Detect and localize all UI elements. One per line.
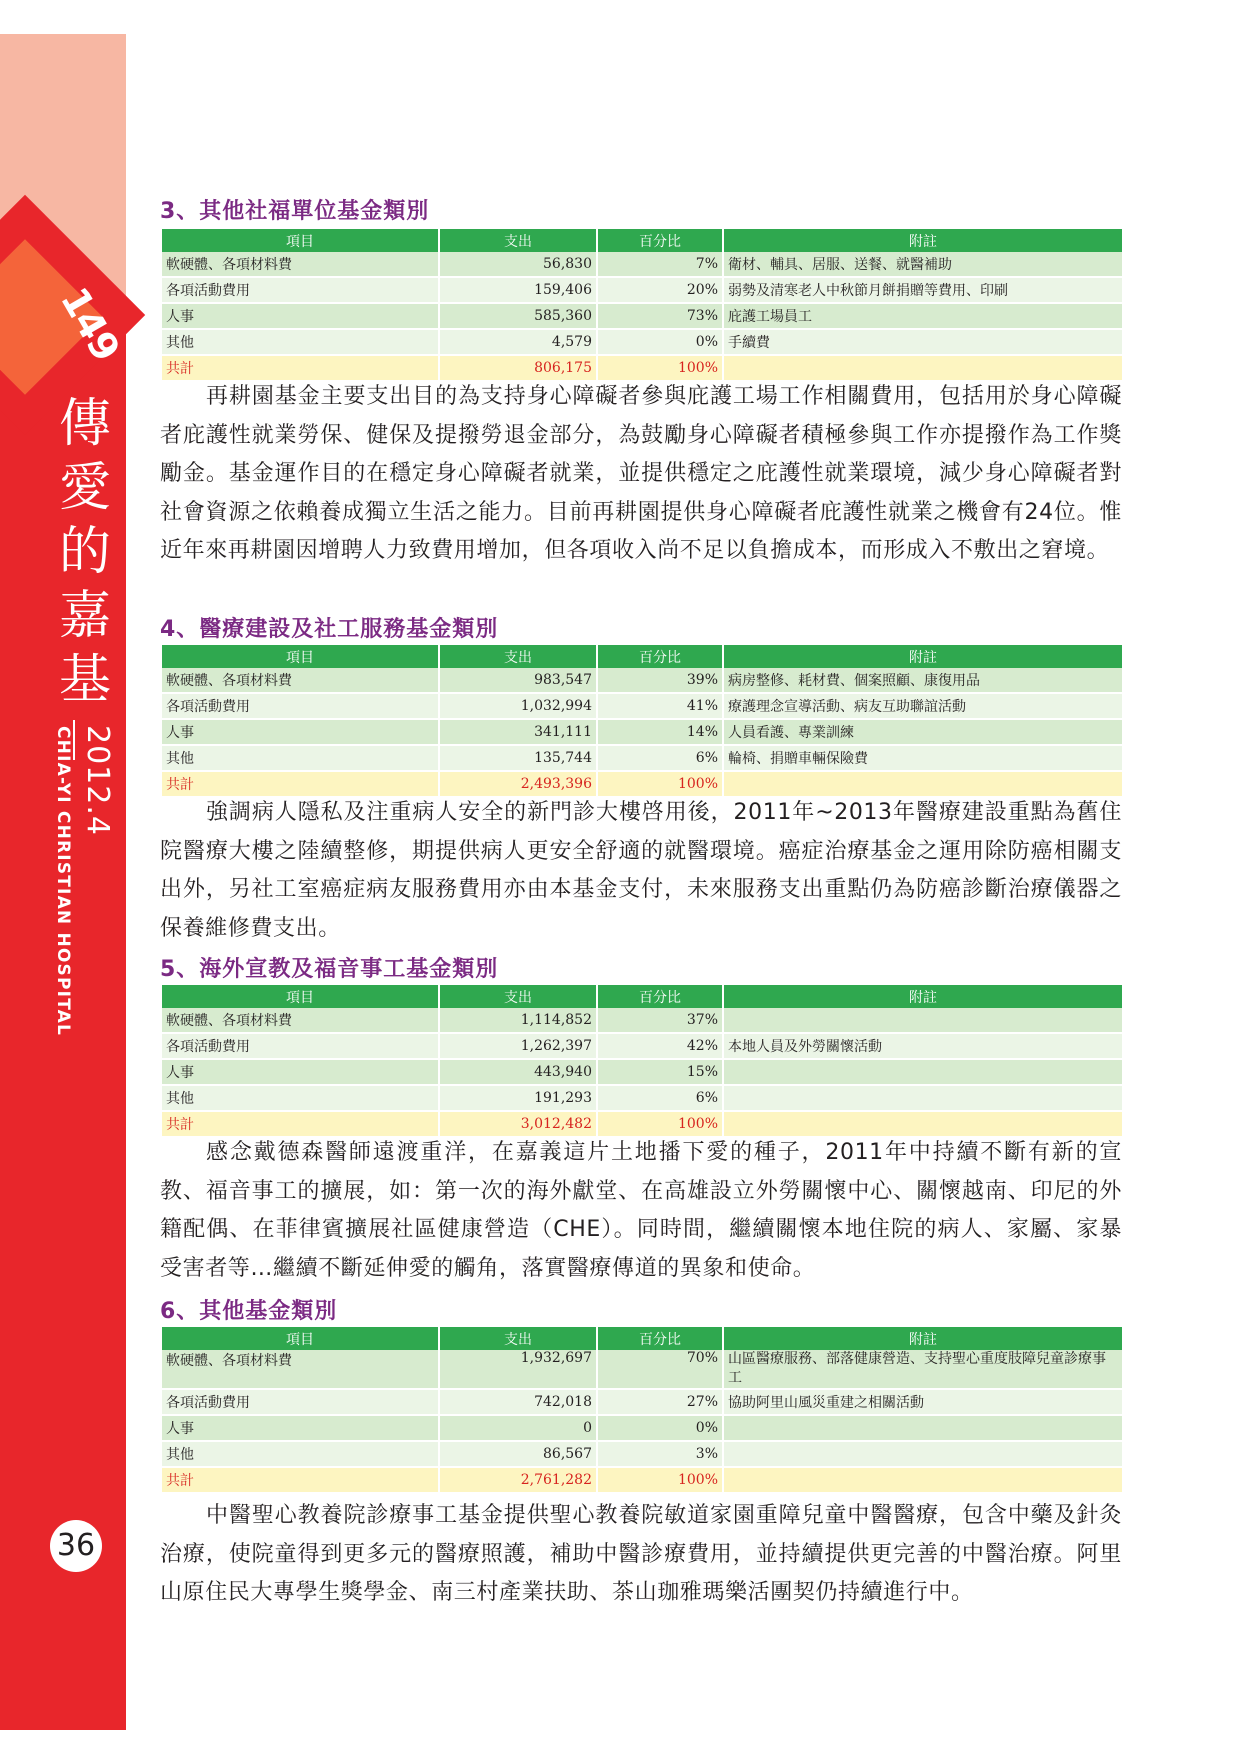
cell-item: 人事 (162, 304, 438, 330)
cell-note: 庇護工場員工 (724, 304, 1122, 330)
column-header: 百分比 (598, 985, 722, 1008)
cell-item: 其他 (162, 330, 438, 356)
sidebar-divider (73, 720, 75, 760)
cell-amount: 135,744 (440, 746, 596, 772)
section-paragraph: 再耕園基金主要支出目的為支持身心障礙者參與庇護工場工作相關費用，包括用於身心障礙者庇護性就業勞保、健保及提撥勞退金部分，為鼓勵身心障礙者積極參與工作亦提撥作為工作獎勵金。基金運作目的在穩定身心障礙者就業，並提供穩定之庇護性就業環境，減少身心障礙者對社會資源之依賴養成獨立生活之能力。目前再耕園提供身心障礙者庇護性就業之機會有24位。惟近年來再耕園因增聘人力致費用增加，但各項收入尚不足以負擔成本，而形成入不敷出之窘境。 (160, 384, 1122, 563)
cell-amount: 2,493,396 (440, 772, 596, 798)
cell-percent: 6% (598, 1086, 722, 1112)
column-header: 百分比 (598, 1327, 722, 1350)
cell-item: 共計 (162, 1112, 438, 1138)
cell-percent: 27% (598, 1390, 722, 1416)
brand-title (52, 392, 118, 712)
cell-percent: 39% (598, 668, 722, 694)
cell-amount: 585,360 (440, 304, 596, 330)
cell-amount: 341,111 (440, 720, 596, 746)
cell-note: 衛材、輔具、居服、送餐、就醫補助 (724, 252, 1122, 278)
fund-table (160, 229, 1124, 382)
cell-amount: 1,262,397 (440, 1034, 596, 1060)
cell-item: 共計 (162, 1468, 438, 1494)
table-row (162, 1350, 1122, 1390)
brand-char: 傳 (58, 394, 111, 454)
cell-item: 共計 (162, 356, 438, 382)
column-header: 項目 (162, 985, 438, 1008)
cell-note: 本地人員及外勞關懷活動 (724, 1034, 1122, 1060)
cell-percent: 100% (598, 1112, 722, 1138)
cell-percent: 70% (598, 1350, 722, 1390)
cell-percent: 3% (598, 1442, 722, 1468)
cell-item: 軟硬體、各項材料費 (162, 1350, 438, 1390)
cell-amount: 1,114,852 (440, 1008, 596, 1034)
cell-amount: 86,567 (440, 1442, 596, 1468)
cell-note: 輪椅、捐贈車輛保險費 (724, 746, 1122, 772)
brand-char: 的 (58, 522, 111, 582)
cell-note: 協助阿里山風災重建之相關活動 (724, 1390, 1122, 1416)
table-header (162, 229, 1122, 252)
brand-char: 愛 (58, 458, 111, 518)
cell-percent: 100% (598, 1468, 722, 1494)
brand-char: 基 (58, 650, 111, 710)
cell-percent: 0% (598, 1416, 722, 1442)
cell-percent: 37% (598, 1008, 722, 1034)
cell-amount: 806,175 (440, 356, 596, 382)
column-header: 附註 (724, 645, 1122, 668)
column-header: 附註 (724, 985, 1122, 1008)
table-row (162, 1390, 1122, 1416)
section-heading: 3、其他社福單位基金類別 (160, 199, 430, 224)
cell-amount: 443,940 (440, 1060, 596, 1086)
cell-note: 病房整修、耗材費、個案照顧、康復用品 (724, 668, 1122, 694)
cell-amount: 191,293 (440, 1086, 596, 1112)
column-header: 項目 (162, 229, 438, 252)
page-number: 36 (50, 1520, 102, 1572)
cell-amount: 56,830 (440, 252, 596, 278)
cell-percent: 0% (598, 330, 722, 356)
table-row (162, 746, 1122, 772)
cell-note (724, 1060, 1122, 1086)
cell-item: 人事 (162, 1060, 438, 1086)
table-row (162, 330, 1122, 356)
cell-percent: 42% (598, 1034, 722, 1060)
table-row (162, 304, 1122, 330)
cell-amount: 1,932,697 (440, 1350, 596, 1390)
section-paragraph: 感念戴德森醫師遠渡重洋，在嘉義這片土地播下愛的種子，2011年中持續不斷有新的宣教、福音事工的擴展，如：第一次的海外獻堂、在高雄設立外勞關懷中心、關懷越南、印尼的外籍配偶、在菲律賓擴展社區健康營造（CHE）。同時間，繼續關懷本地住院的病人、家屬、家暴受害者等…繼續不斷延伸愛的觸角，落實醫療傳道的異象和使命。 (160, 1140, 1122, 1281)
table-header (162, 985, 1122, 1008)
cell-amount: 4,579 (440, 330, 596, 356)
cell-amount: 159,406 (440, 278, 596, 304)
cell-amount: 983,547 (440, 668, 596, 694)
column-header: 百分比 (598, 645, 722, 668)
cell-note (724, 1086, 1122, 1112)
column-header: 項目 (162, 645, 438, 668)
hospital-name: CHIA-YI CHRISTIAN HOSPITAL (53, 726, 73, 1037)
cell-amount: 1,032,994 (440, 694, 596, 720)
cell-note: 人員看護、專業訓練 (724, 720, 1122, 746)
cell-percent: 41% (598, 694, 722, 720)
cell-item: 各項活動費用 (162, 1034, 438, 1060)
cell-item: 軟硬體、各項材料費 (162, 252, 438, 278)
cell-item: 各項活動費用 (162, 1390, 438, 1416)
column-header: 附註 (724, 229, 1122, 252)
fund-table (160, 1327, 1124, 1494)
cell-item: 軟硬體、各項材料費 (162, 668, 438, 694)
section-heading: 6、其他基金類別 (160, 1299, 338, 1324)
column-header: 支出 (440, 229, 596, 252)
cell-percent: 73% (598, 304, 722, 330)
cell-item: 其他 (162, 746, 438, 772)
cell-note: 弱勢及清寒老人中秋節月餅捐贈等費用、印刷 (724, 278, 1122, 304)
cell-percent: 100% (598, 772, 722, 798)
column-header: 附註 (724, 1327, 1122, 1350)
cell-amount: 742,018 (440, 1390, 596, 1416)
cell-item: 各項活動費用 (162, 694, 438, 720)
section-paragraph: 中醫聖心教養院診療事工基金提供聖心教養院敏道家園重障兒童中醫醫療，包含中藥及針灸治療，使院童得到更多元的醫療照護，補助中醫診療費用，並持續提供更完善的中醫治療。阿里山原住民大專學生獎學金、南三村產業扶助、茶山珈雅瑪樂活團契仍持續進行中。 (160, 1503, 1122, 1605)
issue-number: 149 (52, 279, 129, 369)
table-row (162, 1086, 1122, 1112)
cell-item: 其他 (162, 1442, 438, 1468)
cell-percent: 20% (598, 278, 722, 304)
cell-percent: 6% (598, 746, 722, 772)
sidebar (0, 0, 129, 1755)
table-row (162, 252, 1122, 278)
table-header (162, 645, 1122, 668)
fund-table (160, 985, 1124, 1138)
section-heading: 4、醫療建設及社工服務基金類別 (160, 617, 499, 642)
cell-percent: 15% (598, 1060, 722, 1086)
issue-date: 2012.4 (80, 725, 115, 836)
table-row (162, 1034, 1122, 1060)
table-row (162, 720, 1122, 746)
column-header: 支出 (440, 645, 596, 668)
cell-percent: 100% (598, 356, 722, 382)
cell-note: 手續費 (724, 330, 1122, 356)
column-header: 支出 (440, 985, 596, 1008)
column-header: 百分比 (598, 229, 722, 252)
cell-percent: 7% (598, 252, 722, 278)
table-row (162, 668, 1122, 694)
cell-note (724, 1442, 1122, 1468)
cell-item: 軟硬體、各項材料費 (162, 1008, 438, 1034)
table-header (162, 1327, 1122, 1350)
table-row (162, 694, 1122, 720)
table-row (162, 1060, 1122, 1086)
cell-item: 人事 (162, 720, 438, 746)
column-header: 項目 (162, 1327, 438, 1350)
cell-amount: 0 (440, 1416, 596, 1442)
cell-note (724, 1008, 1122, 1034)
section-paragraph: 強調病人隱私及注重病人安全的新門診大樓啓用後，2011年~2013年醫療建設重點為舊住院醫療大樓之陸續整修，期提供病人更安全舒適的就醫環境。癌症治療基金之運用除防癌相關支出外，另社工室癌症病友服務費用亦由本基金支付，未來服務支出重點仍為防癌診斷治療儀器之保養維修費支出。 (160, 800, 1122, 941)
cell-amount: 2,761,282 (440, 1468, 596, 1494)
column-header: 支出 (440, 1327, 596, 1350)
table-row (162, 1442, 1122, 1468)
brand-char: 嘉 (58, 586, 111, 646)
cell-percent: 14% (598, 720, 722, 746)
cell-note (724, 1468, 1122, 1494)
cell-item: 其他 (162, 1086, 438, 1112)
table-total-row (162, 1468, 1122, 1494)
fund-table (160, 645, 1124, 798)
cell-note: 山區醫療服務、部落健康營造、支持聖心重度肢障兒童診療事工 (724, 1350, 1122, 1390)
cell-item: 共計 (162, 772, 438, 798)
cell-note: 療護理念宣導活動、病友互助聯誼活動 (724, 694, 1122, 720)
cell-amount: 3,012,482 (440, 1112, 596, 1138)
section-heading: 5、海外宣教及福音事工基金類別 (160, 957, 499, 982)
cell-item: 各項活動費用 (162, 278, 438, 304)
table-row (162, 1416, 1122, 1442)
table-row (162, 1008, 1122, 1034)
cell-note (724, 1416, 1122, 1442)
cell-item: 人事 (162, 1416, 438, 1442)
table-row (162, 278, 1122, 304)
